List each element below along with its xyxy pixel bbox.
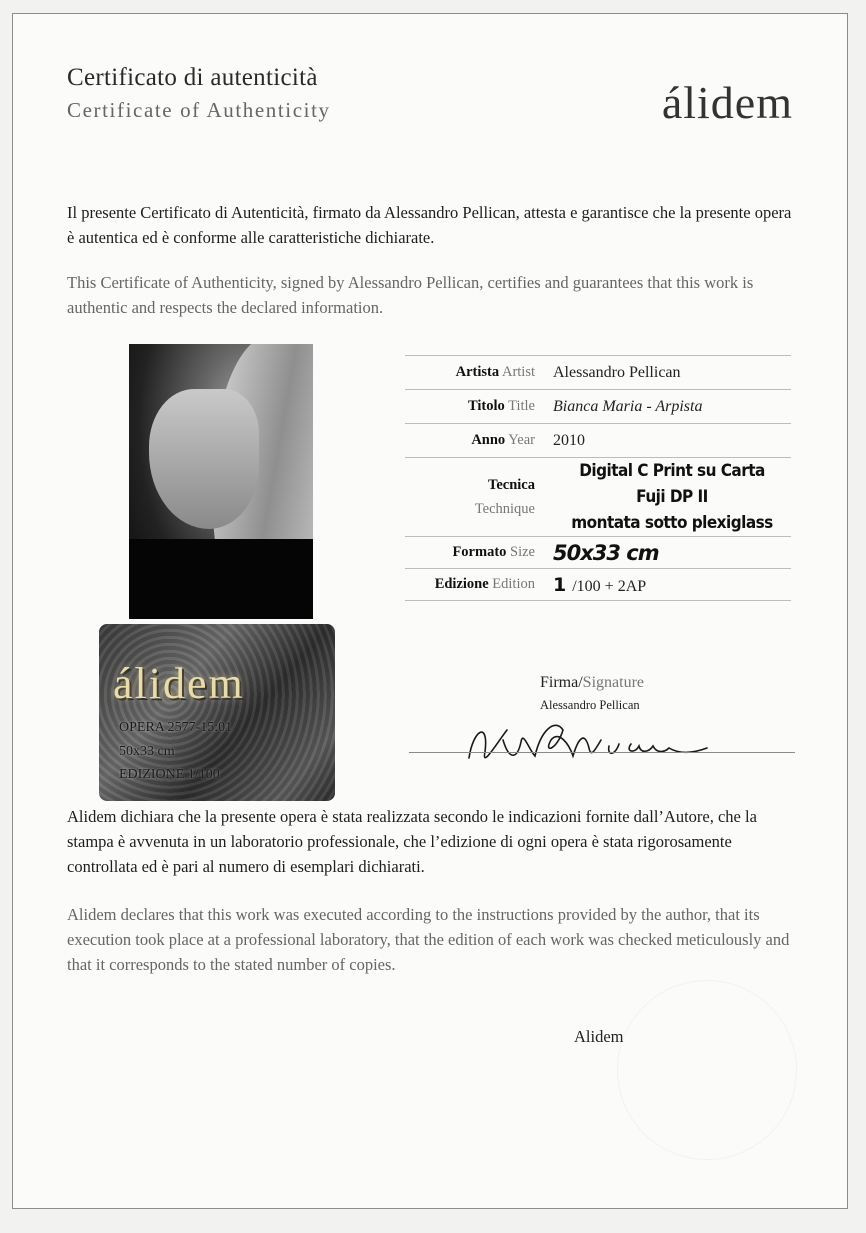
alidem-logo: álidem	[661, 77, 793, 128]
size-value: 50x33 cm	[547, 537, 791, 569]
signature-label: Firma/Signature	[540, 674, 644, 691]
embossed-seal	[617, 980, 797, 1160]
artist-label: Artista Artist	[405, 356, 547, 390]
hologram-opera-code: OPERA 2577-15:01	[119, 720, 233, 735]
artist-value: Alessandro Pellican	[547, 356, 791, 390]
closing-english: Alidem declares that this work was executed according to the instructions provided by the author, that its execution took place at a professional laboratory, that the edition of each work was checked meticulously and that it corresponds to the stated number of copies.	[67, 905, 790, 974]
year-label: Anno Year	[405, 424, 547, 458]
closing-italian: Alidem dichiara che la presente opera è stata realizzata secondo le indicazioni fornite dall’Autore, che la stampa è avvenuta in un laboratorio professionale, che l’edizione di ogni opera è stata rigorosamente controllata ed è pari al numero di esemplari dichiarati.	[67, 807, 757, 876]
hologram-edition: EDIZIONE 1/100	[119, 767, 220, 782]
detail-row-edition	[405, 569, 791, 601]
detail-row-technique	[405, 458, 791, 537]
photo-shadow-shape	[129, 539, 313, 619]
certificate-sheet	[12, 13, 848, 1209]
edition-value: 1 /100 + 2AP	[547, 569, 791, 601]
hologram-size: 50x33 cm	[119, 744, 175, 759]
detail-row-year	[405, 424, 791, 458]
artwork-details-table	[405, 355, 791, 601]
title-value: Bianca Maria - Arpista	[547, 390, 791, 424]
hologram-logo: álidem	[113, 659, 245, 708]
title-english: Certificate of Authenticity	[67, 98, 331, 122]
intro-italian: Il presente Certificato di Autenticità, firmato da Alessandro Pellican, attesta e garantisce che la presente opera è autentica ed è conforme alle caratteristiche dichiarate.	[67, 203, 792, 247]
signer-name: Alessandro Pellican	[540, 698, 640, 712]
detail-row-artist	[405, 356, 791, 390]
footer-signatory: Alidem	[574, 1027, 624, 1046]
technique-value: Digital C Print su Carta Fuji DP II montata sotto plexiglass	[547, 458, 791, 537]
hologram-sticker	[99, 624, 335, 801]
year-value: 2010	[547, 424, 791, 458]
title-italian: Certificato di autenticità	[67, 64, 318, 91]
edition-label: Edizione Edition	[405, 569, 547, 601]
handwritten-signature	[459, 700, 719, 780]
detail-row-title	[405, 390, 791, 424]
photo-face-shape	[149, 389, 259, 529]
intro-english: This Certificate of Authenticity, signed by Alessandro Pellican, certifies and guarantees that this work is authentic and respects the declared information.	[67, 273, 754, 317]
signature-line	[409, 752, 795, 753]
detail-row-size	[405, 537, 791, 569]
title-label: Titolo Title	[405, 390, 547, 424]
size-label: Formato Size	[405, 537, 547, 569]
artwork-photo	[129, 344, 313, 619]
technique-label: Tecnica Technique	[405, 458, 547, 537]
